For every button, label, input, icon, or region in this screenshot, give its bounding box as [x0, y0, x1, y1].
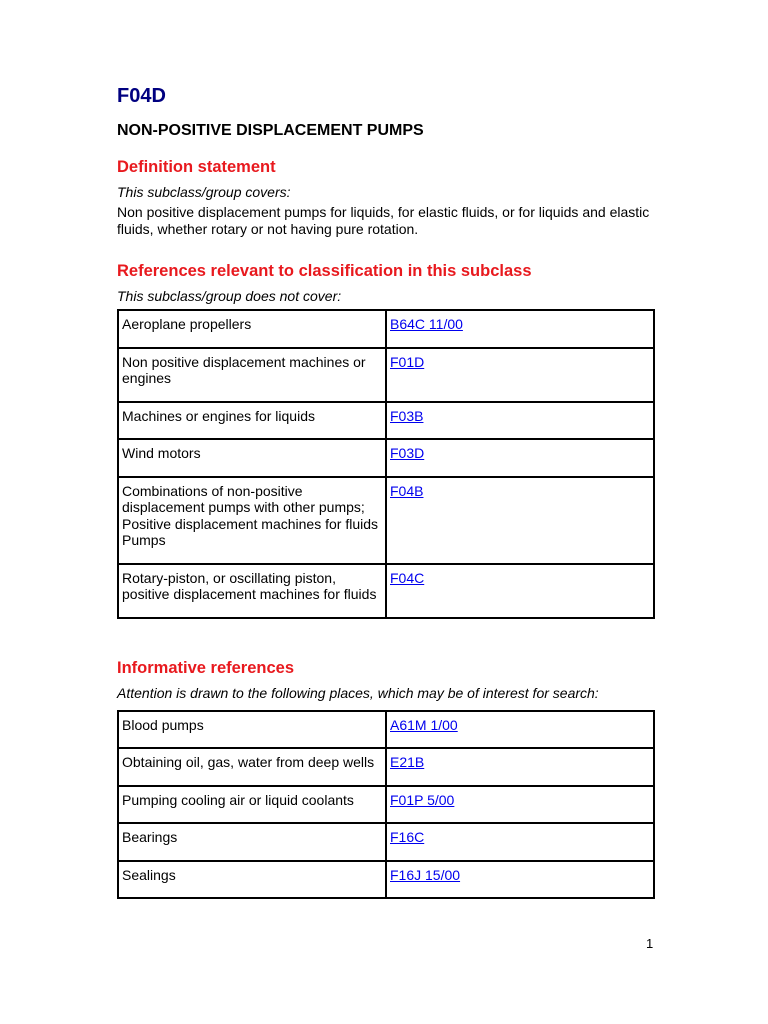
- table-cell-label: Rotary-piston, or oscillating piston, positive displacement machines for fluids: [118, 564, 386, 618]
- table-cell-label: Aeroplane propellers: [118, 310, 386, 348]
- definition-heading: Definition statement: [117, 158, 276, 176]
- table-row: [118, 439, 654, 477]
- table-row: [118, 861, 654, 899]
- table-row: [118, 348, 654, 402]
- reference-link[interactable]: F16C: [390, 829, 425, 845]
- table-cell-label: Pumping cooling air or liquid coolants: [118, 786, 386, 824]
- table-cell-ref: [386, 439, 654, 477]
- table-row: [118, 823, 654, 861]
- table-row: [118, 402, 654, 440]
- classification-code: F04D: [117, 85, 166, 107]
- reference-link[interactable]: F03D: [390, 445, 425, 461]
- page-number: 1: [646, 936, 654, 951]
- table-cell-label: Combinations of non-positive displacement pumps with other pumps; Positive displacement machines for fluids Pumps: [118, 477, 386, 564]
- table-row: [118, 477, 654, 564]
- document-page: [117, 84, 657, 899]
- table-cell-label: Obtaining oil, gas, water from deep wells: [118, 748, 386, 786]
- table-cell-ref: [386, 711, 654, 749]
- reference-link[interactable]: F16J 15/00: [390, 866, 461, 883]
- table-cell-ref: [386, 477, 654, 564]
- references-table: [117, 309, 655, 619]
- reference-link[interactable]: B64C 11/00: [390, 316, 463, 332]
- reference-link[interactable]: F03B: [390, 407, 424, 424]
- table-row: [118, 564, 654, 618]
- reference-link[interactable]: F04C: [390, 569, 425, 586]
- table-cell-ref: [386, 564, 654, 618]
- reference-link[interactable]: E21B: [390, 754, 425, 770]
- table-cell-label: Wind motors: [118, 439, 386, 477]
- table-cell-ref: [386, 861, 654, 899]
- table-cell-ref: [386, 402, 654, 440]
- references-heading: References relevant to classification in this subclass: [117, 262, 532, 280]
- table-cell-label: Sealings: [118, 861, 386, 899]
- table-cell-ref: [386, 748, 654, 786]
- table-cell-label: Bearings: [118, 823, 386, 861]
- table-cell-ref: [386, 786, 654, 824]
- informative-intro: Attention is drawn to the following places, which may be of interest for search:: [117, 684, 599, 701]
- definition-intro: This subclass/group covers:: [117, 184, 291, 200]
- table-row: [118, 786, 654, 824]
- document-title: NON-POSITIVE DISPLACEMENT PUMPS: [117, 122, 424, 139]
- definition-text: Non positive displacement pumps for liquids, for elastic fluids, or for liquids and elastic fluids, whether rotary or not having pure rotation.: [117, 204, 650, 237]
- table-cell-label: Blood pumps: [118, 711, 386, 749]
- table-row: [118, 711, 654, 749]
- table-row: [118, 748, 654, 786]
- table-cell-ref: [386, 348, 654, 402]
- table-cell-label: Machines or engines for liquids: [118, 402, 386, 440]
- reference-link[interactable]: F01D: [390, 353, 425, 370]
- reference-link[interactable]: F04B: [390, 482, 424, 499]
- table-row: [118, 310, 654, 348]
- reference-link[interactable]: A61M 1/00: [390, 716, 458, 733]
- table-cell-label: Non positive displacement machines or engines: [118, 348, 386, 402]
- references-intro: This subclass/group does not cover:: [117, 288, 342, 304]
- table-cell-ref: [386, 310, 654, 348]
- table-cell-ref: [386, 823, 654, 861]
- reference-link[interactable]: F01P 5/00: [390, 791, 455, 808]
- informative-heading: Informative references: [117, 658, 294, 677]
- informative-table: [117, 710, 655, 900]
